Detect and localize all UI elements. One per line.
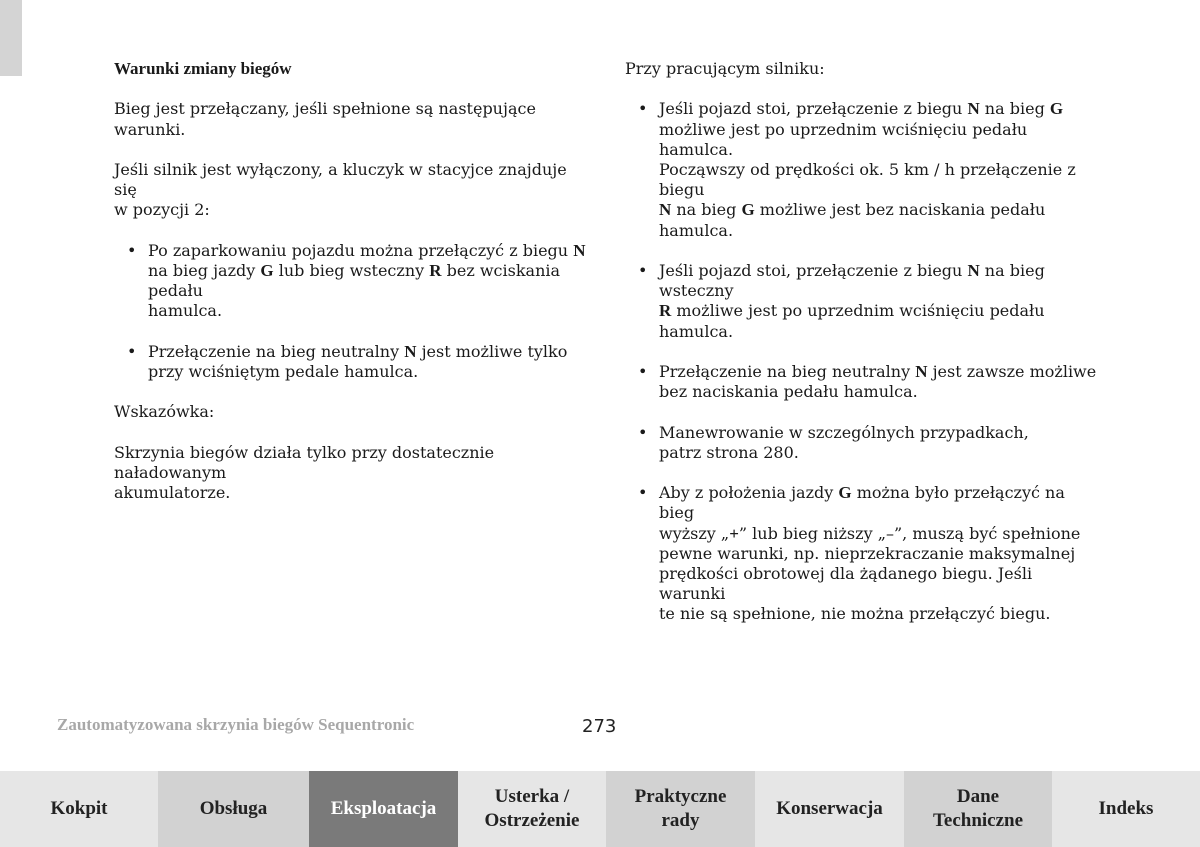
chapter-nav-bar [0, 771, 1200, 847]
list-item: • Przełączenie na bieg neutralny N jest zawsze możliwe bez naciskania pedału hamulca. [638, 362, 1097, 402]
tab-praktyczne-rady[interactable]: Praktyczne rady [606, 771, 755, 847]
left-column [114, 59, 594, 524]
right-column [625, 59, 1100, 645]
list-item: • Manewrowanie w szczególnych przypadkach, patrz strona 280. [638, 422, 1029, 462]
list-item: • Jeśli pojazd stoi, przełączenie z biegu N na bieg wsteczny R możliwe jest po uprzednim wciśnięciu pedału hamulca. [638, 261, 1045, 341]
bullet-icon: • [638, 483, 648, 503]
section-heading: Warunki zmiany biegów [114, 59, 292, 78]
bullet-icon: • [127, 341, 137, 361]
page-number: 273 [582, 716, 617, 737]
list-item: • Jeśli pojazd stoi, przełączenie z biegu N na bieg G możliwe jest po uprzednim wciśnięciu pedału hamulca. Począwszy od prędkości ok. 5 km / h przełączenie z biegu N na bieg G możliwe jest bez naciskania pedału hamulca. [638, 99, 1076, 240]
tab-obsluga[interactable]: Obsługa [158, 771, 309, 847]
bullet-icon: • [638, 422, 648, 442]
page-reference: patrz strona 280. [659, 442, 799, 462]
engine-off-list [114, 241, 594, 382]
tab-usterka-ostrzezenie[interactable]: Usterka / Ostrzeżenie [458, 771, 606, 847]
tab-indeks[interactable]: Indeks [1052, 771, 1200, 847]
tab-konserwacja[interactable]: Konserwacja [755, 771, 904, 847]
tab-kokpit[interactable]: Kokpit [0, 771, 158, 847]
list-item: • Aby z położenia jazdy G można było przełączyć na bieg wyższy „+” lub bieg niższy „–”, muszą być spełnione pewne warunki, np. nieprzekraczanie maksymalnej prędkości obrotowej dla żądanego biegu. Jeśli warunki te nie są spełnione, nie można przełączyć biegu. [638, 483, 1081, 624]
intro-paragraph: Bieg jest przełączany, jeśli spełnione są następujące warunki. [114, 99, 536, 139]
bullet-icon: • [638, 362, 648, 381]
bullet-icon: • [638, 99, 648, 119]
tab-eksploatacja[interactable]: Eksploatacja [309, 771, 458, 847]
condition-paragraph: Jeśli silnik jest wyłączony, a kluczyk w stacyjce znajduje się w pozycji 2: [114, 159, 567, 220]
tab-dane-techniczne[interactable]: Dane Techniczne [904, 771, 1052, 847]
corner-thumb-tab [0, 0, 22, 76]
engine-running-intro: Przy pracującym silniku: [625, 59, 825, 78]
bullet-icon: • [638, 261, 648, 280]
note-text: Skrzynia biegów działa tylko przy dostatecznie naładowanym akumulatorze. [114, 442, 495, 503]
note-label: Wskazówka: [114, 402, 215, 422]
list-item: • Po zaparkowaniu pojazdu można przełączyć z biegu N na bieg jazdy G lub bieg wsteczny R bez wciskania pedału hamulca. [127, 240, 586, 321]
bullet-icon: • [127, 240, 137, 260]
footer-section-title: Zautomatyzowana skrzynia biegów Sequentronic [57, 715, 415, 734]
engine-running-list [625, 99, 1100, 624]
list-item: • Przełączenie na bieg neutralny N jest możliwe tylko przy wciśniętym pedale hamulca. [127, 341, 568, 381]
